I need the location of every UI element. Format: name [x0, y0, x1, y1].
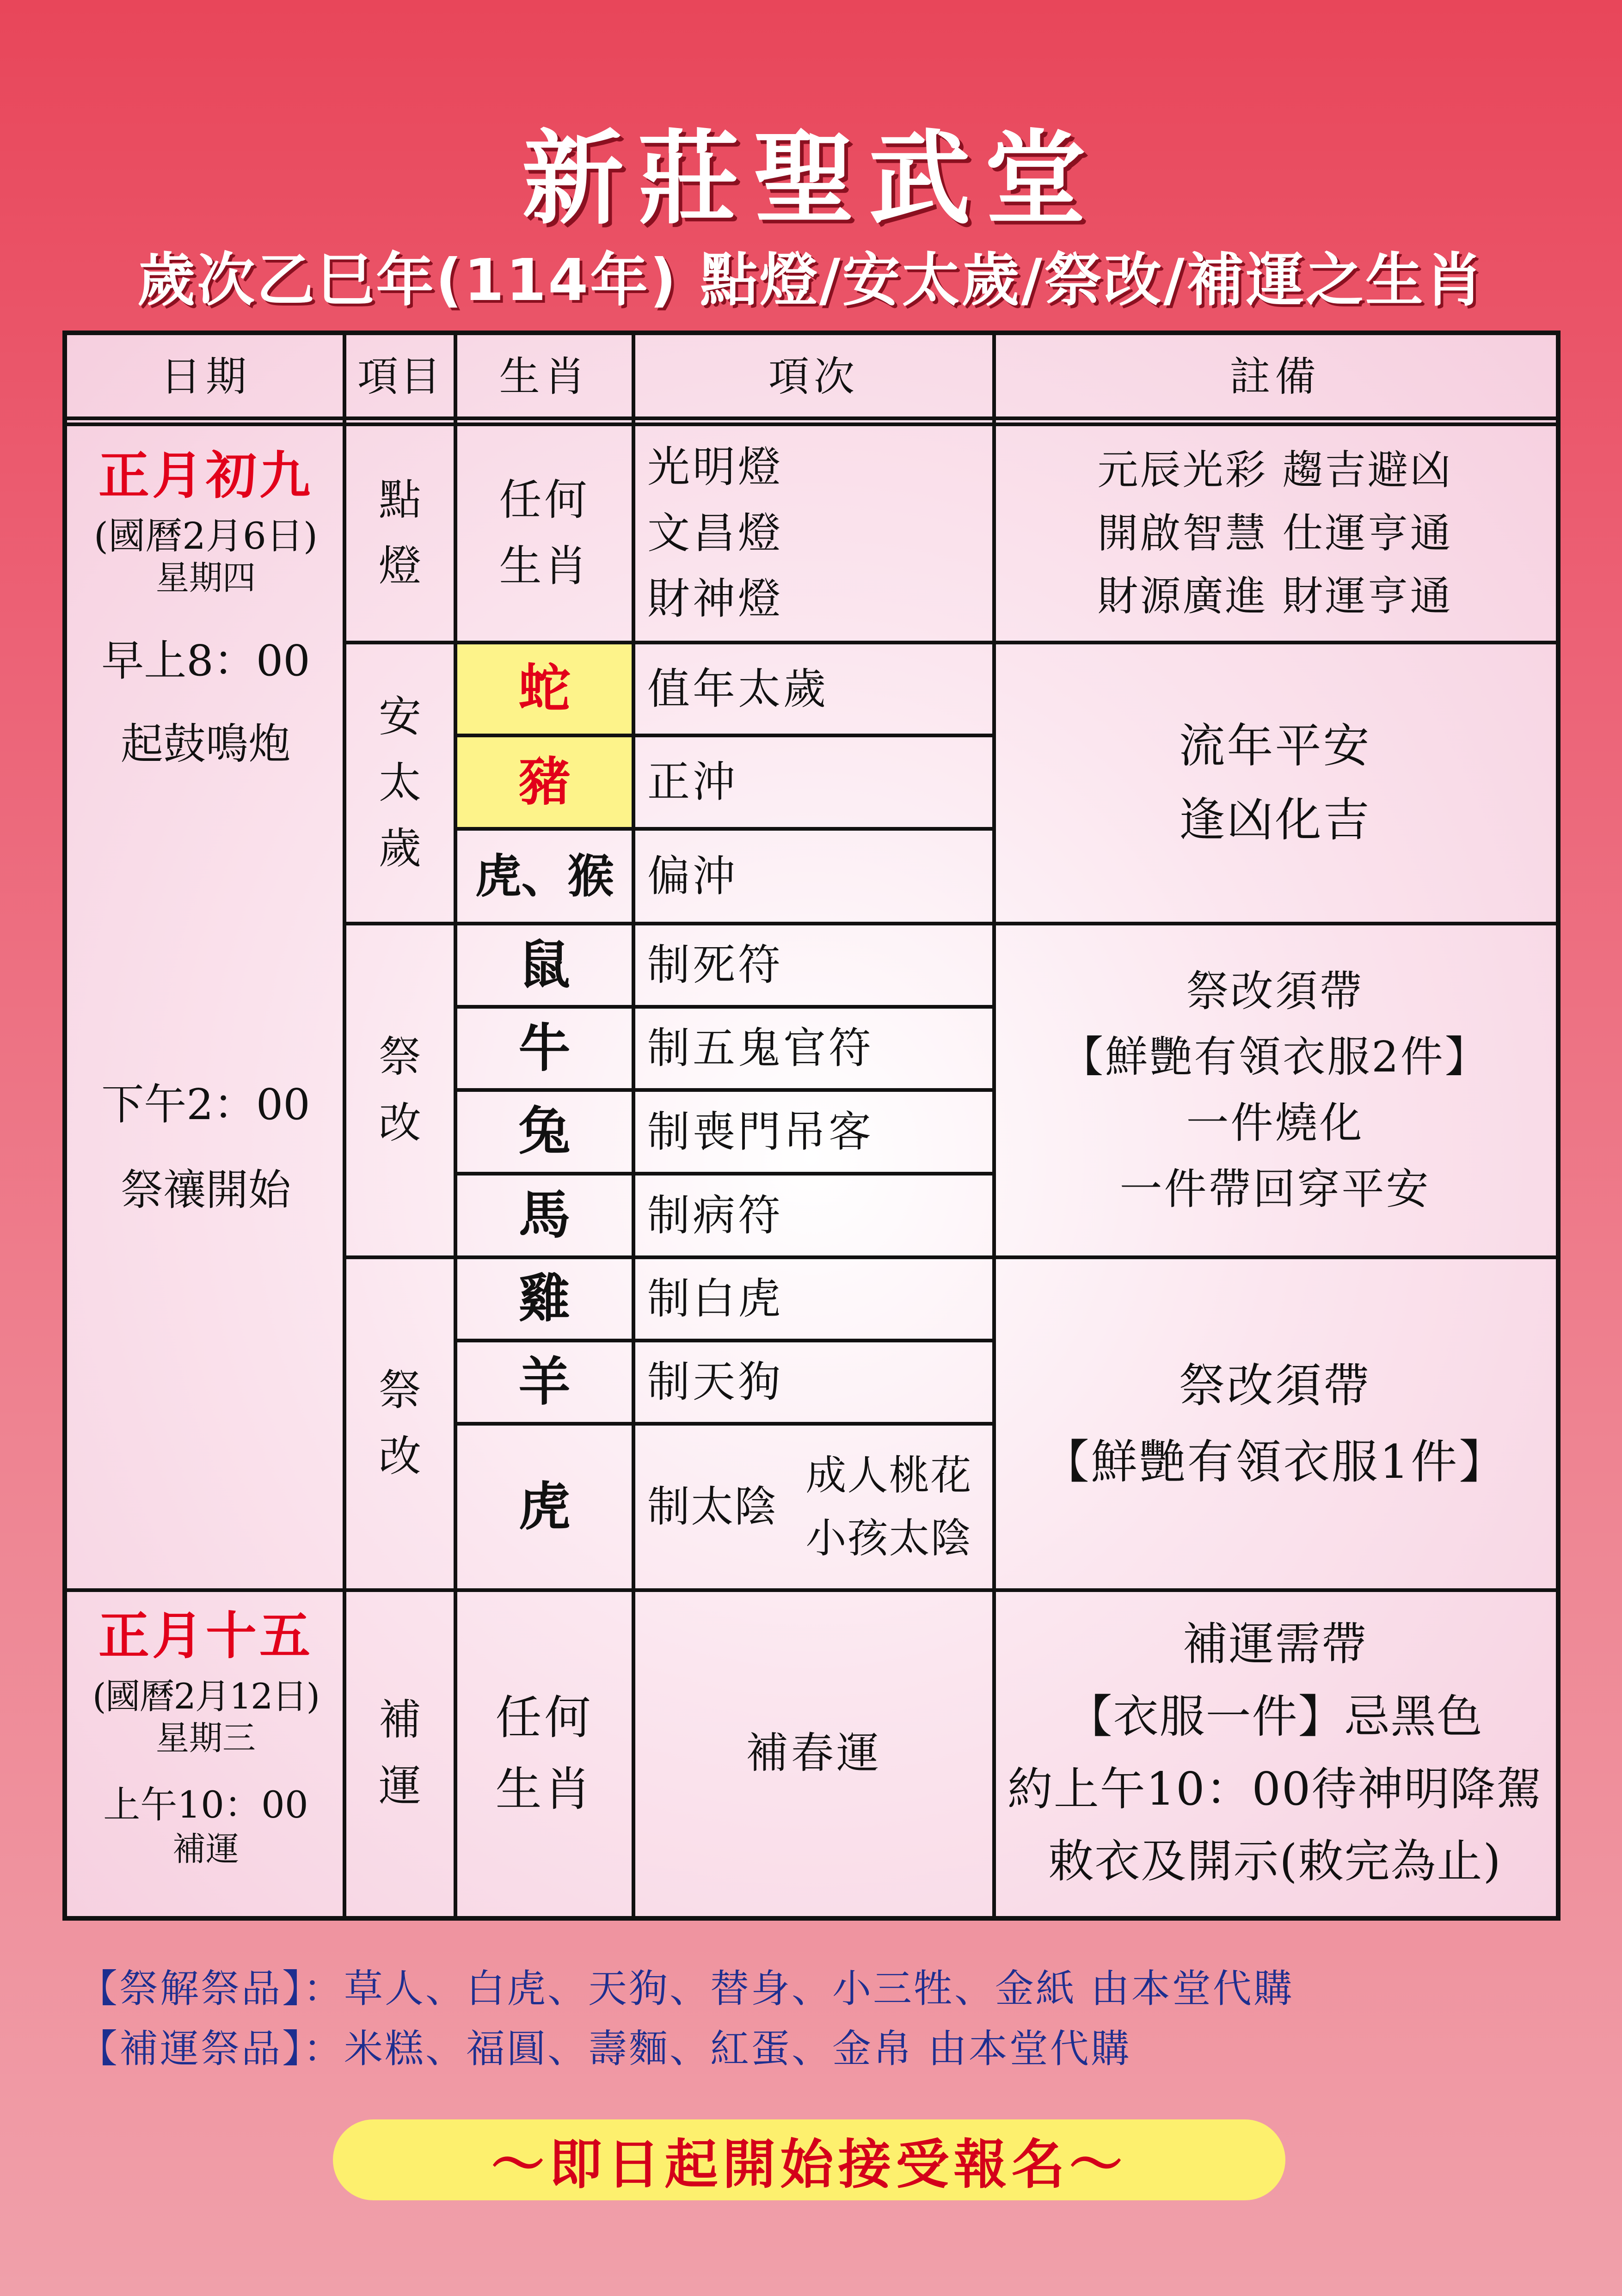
- category-jigai-1: [344, 924, 455, 1257]
- jigai-item: 制喪門吊客: [647, 1107, 874, 1157]
- jigai-1-notes: [994, 924, 1556, 1257]
- buyun-zodiac-line: 任何: [495, 1690, 594, 1745]
- category-lamps: [344, 424, 455, 643]
- date1-main: 正月初九: [98, 446, 313, 506]
- jigai-item-sub-line: 成人桃花: [805, 1451, 972, 1499]
- page-subtitle: 歲次乙巳年(114年) 點燈/安太歲/祭改/補運之生肖: [137, 247, 1485, 314]
- zodiac-rooster: 雞: [518, 1268, 571, 1329]
- buyun-note-line: 敕衣及開示(敕完為止): [1048, 1835, 1502, 1888]
- header-zodiac: 生肖: [499, 353, 590, 401]
- buyun-item: 補春運: [745, 1728, 882, 1778]
- taisui-note-line: 流年平安: [1179, 719, 1371, 773]
- jigai-item: 制死符: [647, 940, 784, 990]
- category-jigai-char: 祭: [378, 1365, 421, 1415]
- date1-event2: 祭禳開始: [120, 1165, 291, 1215]
- jigai-2-notes: [994, 1257, 1556, 1590]
- header-date: 日期: [160, 353, 251, 401]
- zodiac-any: [455, 424, 633, 643]
- category-lamps-char: 燈: [378, 541, 421, 591]
- jigai-note-line: 【鮮艷有領衣服1件】: [1043, 1435, 1507, 1489]
- schedule-table: [62, 331, 1561, 1921]
- category-buyun-char: 補: [378, 1695, 421, 1745]
- zodiac-any-line: 任何: [499, 475, 590, 525]
- category-lamps-char: 點: [378, 475, 421, 525]
- jigai-note-line: 【鮮艷有領衣服2件】: [1061, 1032, 1489, 1082]
- lamp-notes: [994, 424, 1556, 643]
- jigai-item: 制五鬼官符: [647, 1023, 874, 1073]
- zodiac-goat: 羊: [518, 1352, 571, 1412]
- category-buyun: [344, 1590, 455, 1916]
- date1-event1: 起鼓鳴炮: [120, 719, 291, 769]
- category-jigai-char: 祭: [378, 1032, 421, 1082]
- taisui-item: 偏沖: [647, 851, 738, 901]
- page-title: 新莊聖武堂: [522, 118, 1100, 238]
- buyun-notes: [994, 1590, 1556, 1916]
- taisui-notes: [994, 643, 1556, 924]
- date2-gregorian: (國曆2月12日): [92, 1675, 319, 1717]
- jigai-item: 制病符: [647, 1190, 784, 1240]
- zodiac-tiger: 虎: [518, 1476, 571, 1537]
- date2-weekday: 星期三: [155, 1718, 256, 1757]
- offerings-buyun: 【補運祭品】：米糕、福圓、壽麵、紅蛋、金帛 由本堂代購: [79, 2026, 1131, 2071]
- jigai-note-line: 祭改須帶: [1186, 966, 1364, 1016]
- jigai-item-sub-line: 小孩太陰: [805, 1514, 972, 1562]
- taisui-item: 正沖: [647, 757, 738, 807]
- date2-main: 正月十五: [98, 1606, 313, 1666]
- zodiac-ox: 牛: [518, 1018, 571, 1078]
- buyun-zodiac-any: [455, 1590, 633, 1916]
- date1-time1: 早上8：00: [101, 636, 310, 686]
- date1-gregorian: (國曆2月6日): [93, 514, 318, 557]
- header-category: 項目: [357, 353, 442, 401]
- jigai-item: 制白虎: [647, 1274, 784, 1324]
- category-taisui-char: 歲: [378, 824, 421, 874]
- zodiac-horse: 馬: [518, 1185, 571, 1246]
- buyun-note-line: 約上午10：00待神明降駕: [1007, 1763, 1543, 1816]
- category-taisui-char: 安: [378, 692, 421, 742]
- zodiac-snake: 蛇: [457, 644, 632, 734]
- zodiac-pig: 豬: [457, 737, 632, 827]
- lamp-note-line: 元辰光彩 趨吉避凶: [1097, 446, 1453, 494]
- category-taisui-char: 太: [378, 758, 421, 808]
- category-jigai-2: [344, 1257, 455, 1590]
- category-taisui: [344, 643, 455, 924]
- category-jigai-char: 改: [378, 1098, 421, 1148]
- zodiac-tiger-monkey: 虎、猴: [475, 849, 614, 903]
- lamp-items: [633, 424, 994, 643]
- buyun-note-line: 補運需帶: [1182, 1617, 1368, 1671]
- lamp-note-line: 財源廣進 財運亨通: [1097, 572, 1453, 620]
- lamp-item: 光明燈: [647, 442, 784, 492]
- lamp-item: 財神燈: [647, 574, 784, 624]
- category-buyun-char: 運: [378, 1761, 421, 1811]
- date2-time: 上午10：00: [103, 1783, 308, 1826]
- zodiac-rat: 鼠: [518, 935, 571, 995]
- jigai-item-sub: [784, 1424, 994, 1590]
- date1-time2: 下午2：00: [101, 1080, 310, 1130]
- jigai-note-line: 祭改須帶: [1179, 1359, 1371, 1413]
- jigai-note-line: 一件帶回穿平安: [1119, 1164, 1431, 1214]
- zodiac-rabbit: 兔: [518, 1102, 571, 1162]
- taisui-item: 值年太歲: [647, 664, 829, 714]
- lamp-item: 文昌燈: [647, 508, 784, 558]
- offerings-jiejie: 【祭解祭品】：草人、白虎、天狗、替身、小三牲、金紙 由本堂代購: [79, 1966, 1294, 2011]
- buyun-zodiac-line: 生肖: [495, 1762, 594, 1816]
- jigai-item: 制太陰: [647, 1482, 778, 1532]
- date1-weekday: 星期四: [155, 558, 256, 597]
- taisui-note-line: 逢凶化吉: [1179, 793, 1371, 847]
- zodiac-any-line: 生肖: [499, 541, 590, 591]
- registration-banner: ～即日起開始接受報名～: [333, 2119, 1285, 2200]
- jigai-item: 制天狗: [647, 1357, 784, 1407]
- date2-event: 補運: [172, 1829, 239, 1868]
- jigai-note-line: 一件燒化: [1186, 1098, 1364, 1148]
- buyun-note-line: 【衣服一件】忌黑色: [1067, 1690, 1483, 1743]
- category-jigai-char: 改: [378, 1432, 421, 1481]
- lamp-note-line: 開啟智慧 仕運亨通: [1097, 509, 1453, 557]
- header-item: 項次: [768, 353, 859, 401]
- header-notes: 註備: [1229, 353, 1321, 401]
